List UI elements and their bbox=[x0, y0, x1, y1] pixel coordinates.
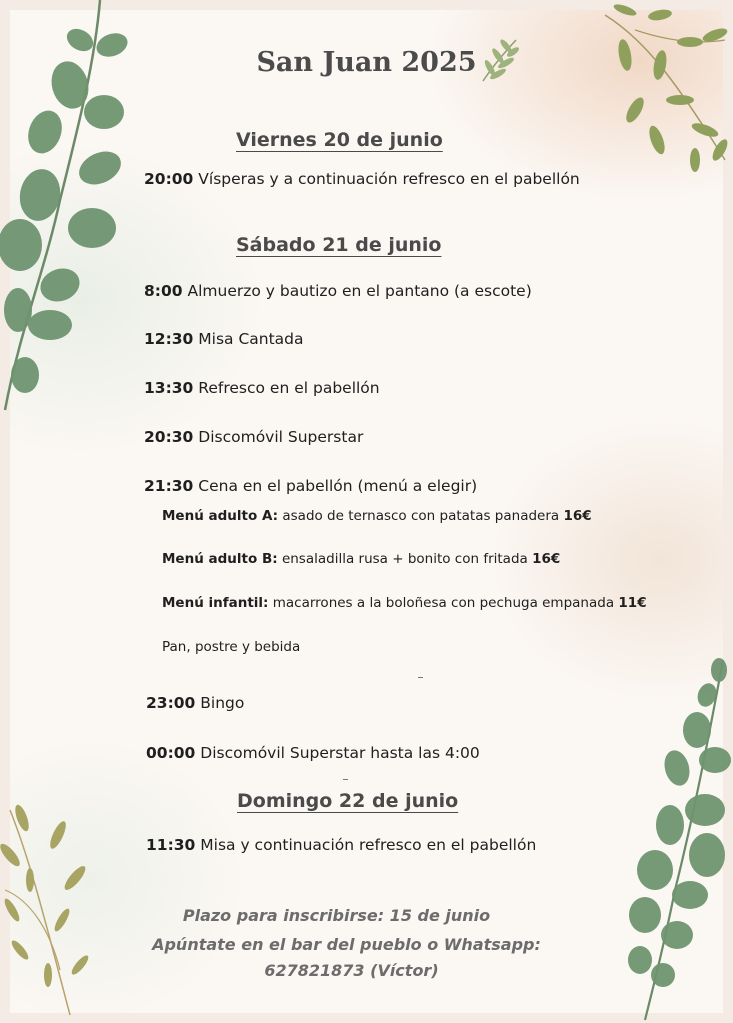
leaf-sprig-icon bbox=[478, 36, 520, 86]
event-text: Vísperas y a continuación refresco en el pabellón bbox=[198, 170, 580, 188]
event-row bbox=[144, 170, 580, 188]
event-row bbox=[146, 744, 480, 762]
event-row bbox=[144, 477, 477, 495]
separator-mark bbox=[343, 779, 348, 780]
event-row bbox=[144, 379, 380, 397]
menu-desc: ensaladilla rusa + bonito con fritada bbox=[281, 551, 528, 567]
event-row bbox=[144, 330, 304, 348]
menu-label: Menú adulto B: bbox=[162, 551, 278, 567]
menu-label: Menú infantil: bbox=[162, 595, 269, 611]
event-text: Cena en el pabellón (menú a elegir) bbox=[198, 477, 478, 495]
event-time: 00:00 bbox=[146, 744, 196, 762]
event-text: Discomóvil Superstar hasta las 4:00 bbox=[200, 744, 480, 762]
menu-label: Menú adulto A: bbox=[162, 508, 279, 524]
separator-mark bbox=[418, 677, 423, 678]
event-text: Misa Cantada bbox=[198, 330, 304, 348]
event-row bbox=[144, 428, 363, 446]
event-text: Bingo bbox=[200, 694, 245, 712]
event-time: 20:30 bbox=[144, 428, 194, 446]
event-text: Discomóvil Superstar bbox=[198, 428, 364, 446]
event-time: 8:00 bbox=[144, 282, 183, 300]
day-heading-sabado: Sábado 21 de junio bbox=[236, 234, 442, 256]
page-title: San Juan 2025 bbox=[256, 47, 477, 78]
event-row bbox=[144, 282, 532, 300]
event-row bbox=[146, 694, 244, 712]
event-time: 21:30 bbox=[144, 477, 194, 495]
day-heading-viernes: Viernes 20 de junio bbox=[236, 129, 443, 151]
menu-price: 16€ bbox=[532, 551, 561, 567]
menu-item-adulto-b bbox=[162, 551, 560, 567]
menu-note: Pan, postre y bebida bbox=[162, 639, 301, 655]
branch-right-top-decoration bbox=[595, 0, 733, 180]
contact-phone: 627821873 (Víctor) bbox=[264, 961, 439, 980]
event-text: Misa y continuación refresco en el pabellón bbox=[200, 836, 537, 854]
menu-price: 16€ bbox=[563, 508, 592, 524]
signup-deadline: Plazo para inscribirse: 15 de junio bbox=[182, 906, 491, 925]
menu-price: 11€ bbox=[618, 595, 647, 611]
event-time: 11:30 bbox=[146, 836, 196, 854]
event-text: Refresco en el pabellón bbox=[198, 379, 380, 397]
event-time: 12:30 bbox=[144, 330, 194, 348]
menu-desc: asado de ternasco con patatas panadera bbox=[282, 508, 560, 524]
menu-item-infantil bbox=[162, 595, 647, 611]
event-time: 23:00 bbox=[146, 694, 196, 712]
event-time: 13:30 bbox=[144, 379, 194, 397]
menu-item-adulto-a bbox=[162, 508, 592, 524]
event-time: 20:00 bbox=[144, 170, 194, 188]
event-text: Almuerzo y bautizo en el pantano (a escote) bbox=[187, 282, 532, 300]
signup-instructions: Apúntate en el bar del pueblo o Whatsapp: bbox=[152, 935, 541, 954]
menu-desc: macarrones a la boloñesa con pechuga empanada bbox=[272, 595, 615, 611]
event-row bbox=[146, 836, 536, 854]
day-heading-domingo: Domingo 22 de junio bbox=[237, 790, 459, 812]
